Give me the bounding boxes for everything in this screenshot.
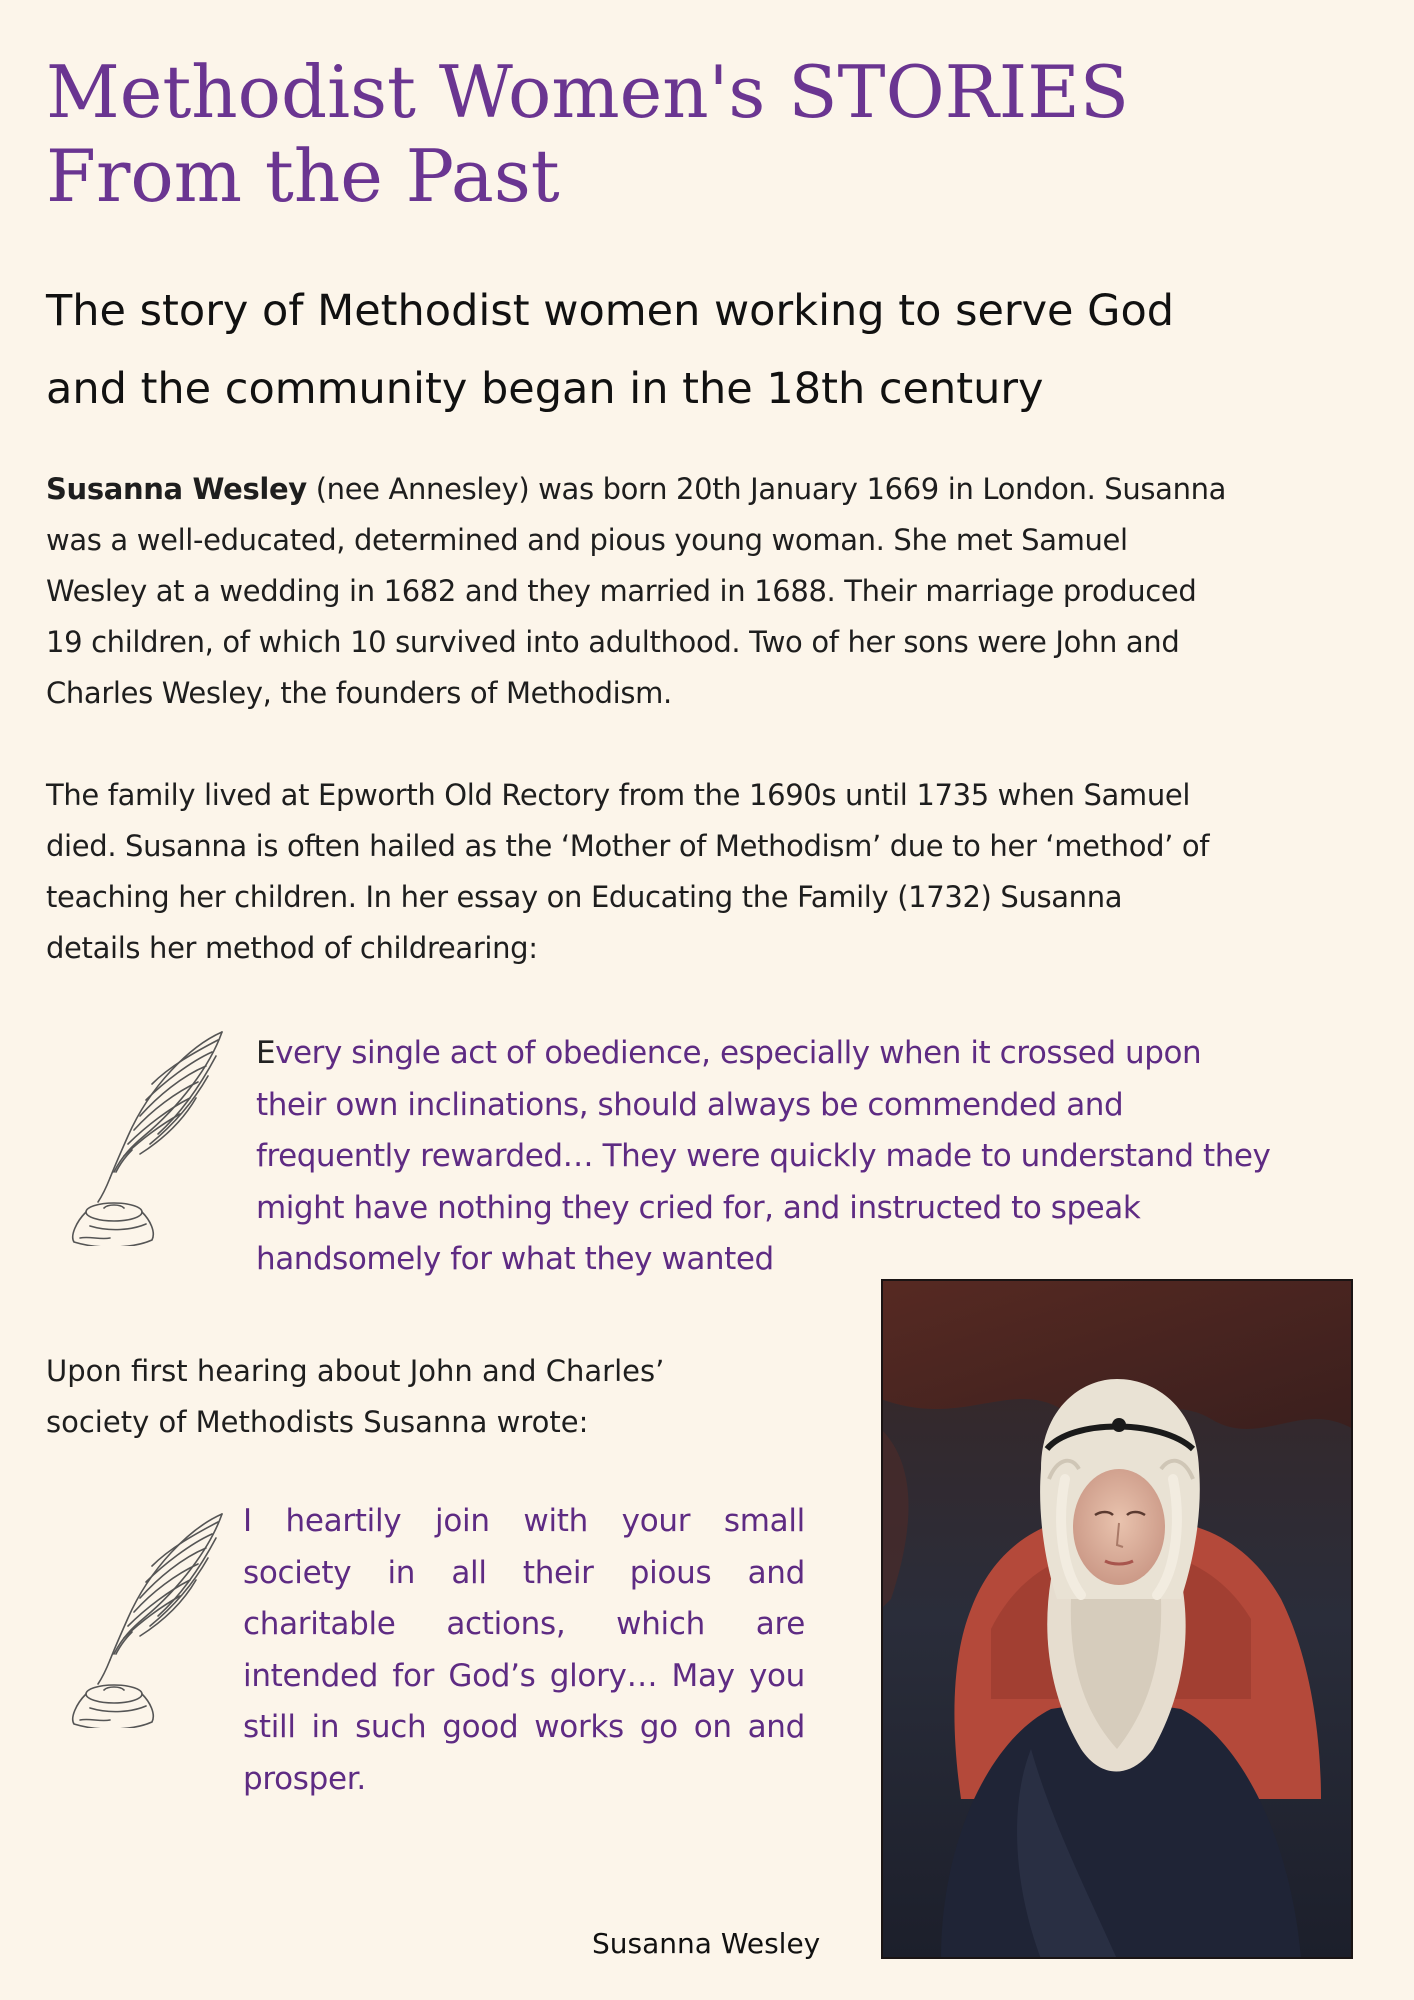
quote-word: which [616,1606,705,1642]
paragraph-line: The family lived at Epworth Old Rectory from the 1690s until 1735 when Samuel [46,778,1191,812]
society-paragraph [46,1346,806,1448]
subtitle-line: and the community began in the 18th century [46,364,1044,414]
paragraph-line: society of Methodists Susanna wrote: [46,1405,589,1439]
quote-line [243,1548,805,1600]
quote-word: go [639,1709,678,1745]
quote-word: in [387,1554,416,1591]
lead-name: Susanna Wesley [46,472,307,506]
paragraph-line: 19 children, of which 10 survived into adulthood. Two of her sons were John and [46,625,1180,659]
quote-first-letter: E [256,1035,276,1071]
quote-word: and [747,1709,805,1745]
quote-line: handsomely for what they wanted [256,1241,774,1277]
quote-word: God’s [448,1657,536,1694]
portrait-image [881,1279,1353,1959]
paragraph-line: teaching her children. In her essay on Educating the Family (1732) Susanna [46,880,1123,914]
quote-word: small [723,1503,805,1539]
quote-word: actions, [446,1606,566,1642]
quote-word: I [243,1503,252,1539]
quote-word: such [355,1709,427,1745]
quote-line: their own inclinations, should always be commended and [256,1086,1124,1123]
paragraph-line: details her method of childrearing: [46,931,538,965]
paragraph-line: Charles Wesley, the founders of Methodism. [46,676,672,710]
quote-word: in [311,1709,340,1745]
quote-word: still [243,1709,296,1745]
quote-word: May [671,1657,735,1694]
quote-word: glory… [549,1657,658,1694]
quote-word: works [534,1709,624,1745]
paragraph-line [46,464,1376,515]
quote-word: and [747,1554,805,1591]
quote-word: with [523,1503,588,1539]
quote-line [243,1754,805,1806]
quote-line: might have nothing they cried for, and instructed to speak [256,1189,1141,1226]
page-title [46,50,1366,218]
portrait-caption: Susanna Wesley [592,1927,821,1960]
title-line: Methodist Women's STORIES [46,50,1130,134]
intro-paragraph [46,464,1376,719]
quote-word: intended [243,1657,379,1694]
quote-word: good [442,1709,519,1745]
quote-line [243,1599,805,1651]
quote-word: pious [629,1554,712,1591]
title-line: From the Past [46,134,560,218]
paragraph-line: died. Susanna is often hailed as the ‘Mother of Methodism’ due to her ‘method’ of [46,829,1210,863]
paragraph-line: Upon first hearing about John and Charles’ [46,1354,665,1388]
quote-line [256,1028,1356,1080]
quote-word: heartily [285,1503,402,1539]
quote-word: society [243,1554,352,1591]
quote-line [243,1651,805,1703]
quote-word: you [748,1657,805,1694]
quote-word: charitable [243,1606,396,1642]
quote-word: on [693,1709,732,1745]
quote-line [243,1702,805,1754]
quote-two [243,1496,805,1805]
quote-word: their [522,1554,594,1591]
paragraph-line: Wesley at a wedding in 1682 and they married in 1688. Their marriage produced [46,574,1197,608]
paragraph-line: was a well-educated, determined and pious young woman. She met Samuel [46,523,1128,557]
quote-word: join [435,1503,490,1539]
line-text: (nee Annesley) was born 20th January 1669 in London. Susanna [306,472,1227,506]
portrait-painting [881,1279,1353,1959]
subtitle [46,272,1376,428]
quote-line: frequently rewarded… They were quickly made to understand they [256,1138,1271,1174]
quote-word: all [451,1554,487,1591]
rectory-paragraph [46,770,1376,974]
quill-and-inkwell-icon [40,1026,236,1246]
quote-word: for [392,1657,435,1694]
subtitle-line: The story of Methodist women working to serve God [46,286,1175,336]
quote-word: your [621,1503,691,1539]
quote-word: are [755,1606,805,1642]
line-text: very single act of obedience, especially when it crossed upon [275,1035,1202,1071]
quote-word: prosper. [243,1760,366,1797]
quill-and-inkwell-icon [40,1508,236,1728]
quote-line [243,1496,805,1548]
quote-one [256,1028,1356,1286]
